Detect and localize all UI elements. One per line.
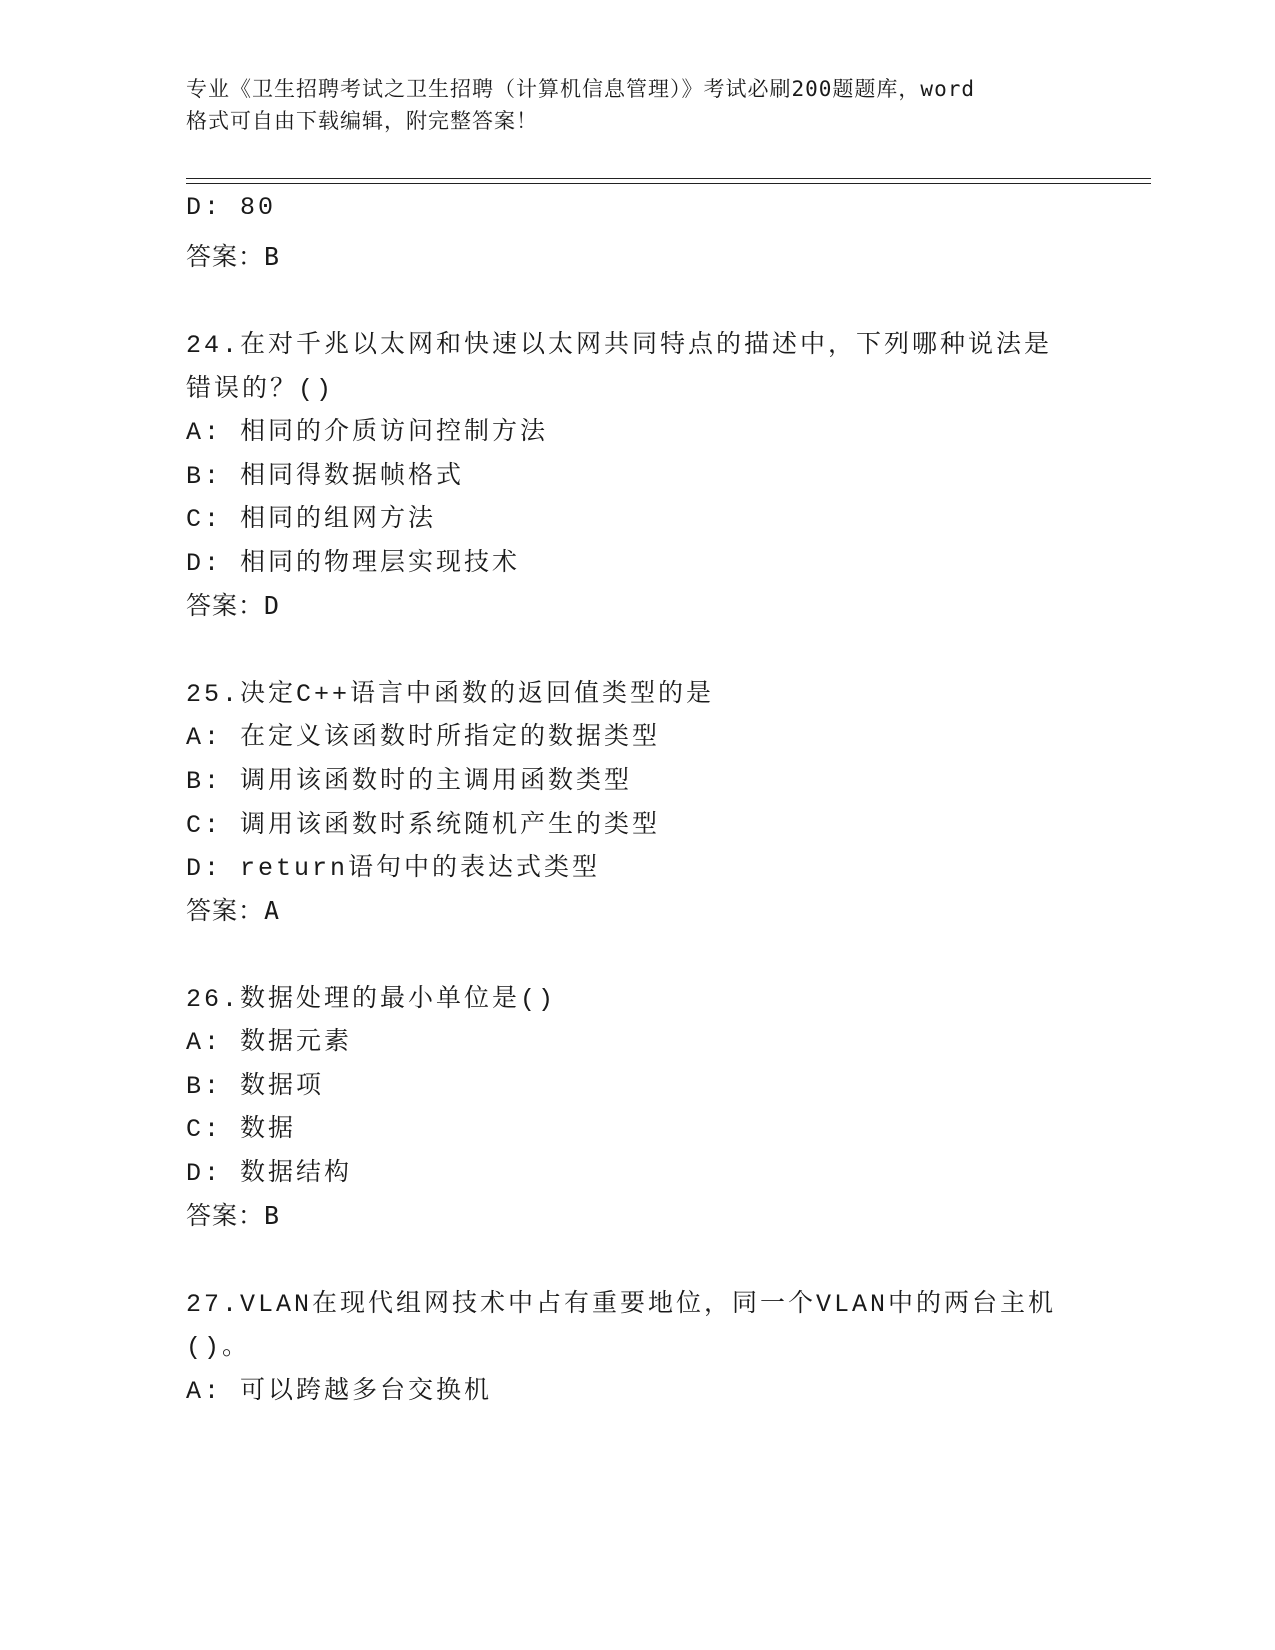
header-line-2: 格式可自由下载编辑，附完整答案！ [186, 109, 538, 133]
q24-option-c: C: 相同的组网方法 [186, 505, 437, 534]
prev-answer: 答案：B [186, 242, 281, 271]
q24-answer: 答案：D [186, 591, 281, 620]
q24-stem-line-2: 错误的？() [186, 375, 335, 404]
q26-option-a: A: 数据元素 [186, 1028, 353, 1057]
header-line-1: 专业《卫生招聘考试之卫生招聘（计算机信息管理）》考试必刷200题题库，word [186, 77, 975, 101]
q24-option-d: D: 相同的物理层实现技术 [186, 549, 521, 578]
prev-option-d: D: 80 [186, 193, 277, 222]
q25-stem-line-1: 25.决定C++语言中函数的返回值类型的是 [186, 680, 715, 709]
q25-answer: 答案：A [186, 896, 281, 925]
q25-option-c: C: 调用该函数时系统随机产生的类型 [186, 811, 661, 840]
q26-answer: 答案：B [186, 1201, 281, 1230]
q24-option-b: B: 相同得数据帧格式 [186, 462, 465, 491]
q27-stem-line-1: 27.VLAN在现代组网技术中占有重要地位，同一个VLAN中的两台主机 [186, 1290, 1057, 1319]
q27-stem-line-2: ()。 [186, 1333, 251, 1362]
header-divider-bottom [186, 183, 1151, 184]
q26-option-b: B: 数据项 [186, 1072, 325, 1101]
q26-stem-line-1: 26.数据处理的最小单位是() [186, 985, 557, 1014]
page-header [186, 73, 1086, 137]
q24-stem-line-1: 24.在对千兆以太网和快速以太网共同特点的描述中，下列哪种说法是 [186, 331, 1053, 360]
q26-option-c: C: 数据 [186, 1115, 297, 1144]
header-divider-top [186, 178, 1151, 179]
q25-option-d: D: return语句中的表达式类型 [186, 854, 601, 883]
q25-option-a: A: 在定义该函数时所指定的数据类型 [186, 723, 661, 752]
q26-option-d: D: 数据结构 [186, 1159, 353, 1188]
q27-option-a: A: 可以跨越多台交换机 [186, 1377, 493, 1406]
q24-option-a: A: 相同的介质访问控制方法 [186, 418, 549, 447]
q25-option-b: B: 调用该函数时的主调用函数类型 [186, 767, 633, 796]
